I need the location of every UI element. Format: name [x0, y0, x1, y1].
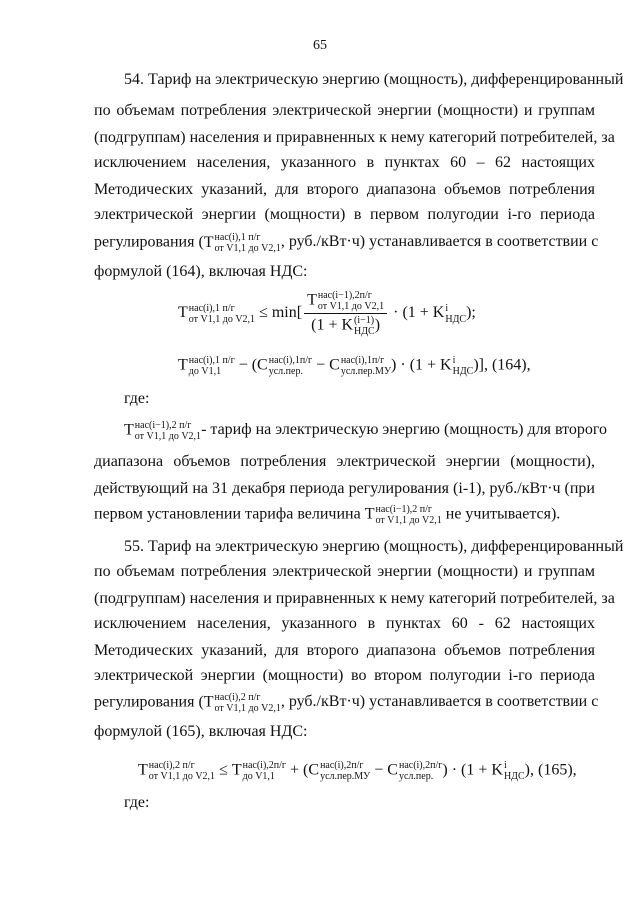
p54-regulation-line — [94, 232, 599, 254]
p54-formula-ref: формулой (164), включая НДС: — [94, 263, 308, 280]
formula-164-part2: T нас(i),1 п/г до V1,1 − (C нас(i),1п/г усл.пер. − C нас(i),1п/г усл.пер.МУ ) · (1 + K i НДС )], (164), — [178, 355, 531, 377]
formula-165: T нас(i),2 п/г от V1,1 до V2,1 ≤ Т нас(i),2п/г до V1,1 + (C нас(i),2п/г усл.пер.МУ − C нас(i),2п/г усл.пер. ) · (1 + K i НДС ), (165), — [138, 760, 577, 782]
p54-reg-symbol: T нас(i),1 п/г от V1,1 до V2,1 — [203, 232, 281, 254]
p54-reg-pre: регулирования ( — [94, 233, 204, 251]
where-label-1: где: — [124, 390, 150, 407]
p54-line-2: по объемам потребления электрической энергии (мощности) и группам — [94, 102, 595, 119]
p55-line-2: по объемам потребления электрической энергии (мощности) и группам — [94, 563, 595, 580]
def1-line-2: диапазона объемов потребления электрической энергии (мощности), — [94, 453, 595, 470]
p55-line-5: Методических указаний, для второго диапазона объемов потребления — [94, 642, 595, 659]
p55-line-1: 55. Тариф на электрическую энергию (мощность), дифференцированный — [124, 538, 624, 555]
def1-line-3: действующий на 31 декабря периода регулирования (i-1), руб./кВт·ч (при — [94, 480, 595, 497]
where-label-2: где: — [124, 794, 150, 811]
p55-regulation-line: регулирования (T нас(i),2 п/г от V1,1 до V2,1 , руб./кВт·ч) устанавливается в соответствии с — [94, 692, 599, 714]
formula-164-part1: Т нас(i),1 п/г от V1,1 до V2,1 ≤ min[ T нас(i−1),2п/г от V1,1 до V2,1 (1 + K (i−1) НДС ) · (1 + K i НДС ); — [178, 290, 476, 337]
p54-line-1: 54. Тариф на электрическую энергию (мощность), дифференцированный — [124, 71, 624, 88]
p55-formula-ref: формулой (165), включая НДС: — [94, 723, 308, 740]
def1-line-4: первом установлении тарифа величина T нас(i−1),2 п/г от V1,1 до V2,1 не учитывается). — [94, 504, 561, 526]
p54-line-5: Методических указаний, для второго диапазона объемов потребления — [94, 181, 595, 198]
p54-reg-post: , руб./кВт·ч) устанавливается в соответствии с — [280, 233, 599, 250]
p55-line-6: электрической энергии (мощности) во втором полугодии i-го периода — [94, 667, 595, 684]
p54-line-4: исключением населения, указанного в пунктах 60 – 62 настоящих — [94, 154, 595, 171]
def1-line-1: T нас(i−1),2 п/г от V1,1 до V2,1 - тариф на электрическую энергию (мощность) для второго — [124, 420, 608, 442]
p54-line-3: (подгруппам) населения и приравненных к нему категорий потребителей, за — [94, 129, 615, 146]
p55-line-4: исключением населения, указанного в пунктах 60 - 62 настоящих — [94, 615, 595, 632]
p55-line-3: (подгруппам) населения и приравненных к нему категорий потребителей, за — [94, 590, 615, 607]
page-number: 65 — [313, 38, 327, 53]
p54-line-6: электрической энергии (мощности) в первом полугодии i-го периода — [94, 206, 595, 223]
fraction: T нас(i−1),2п/г от V1,1 до V2,1 (1 + K (i−1) НДС ) — [304, 290, 387, 337]
